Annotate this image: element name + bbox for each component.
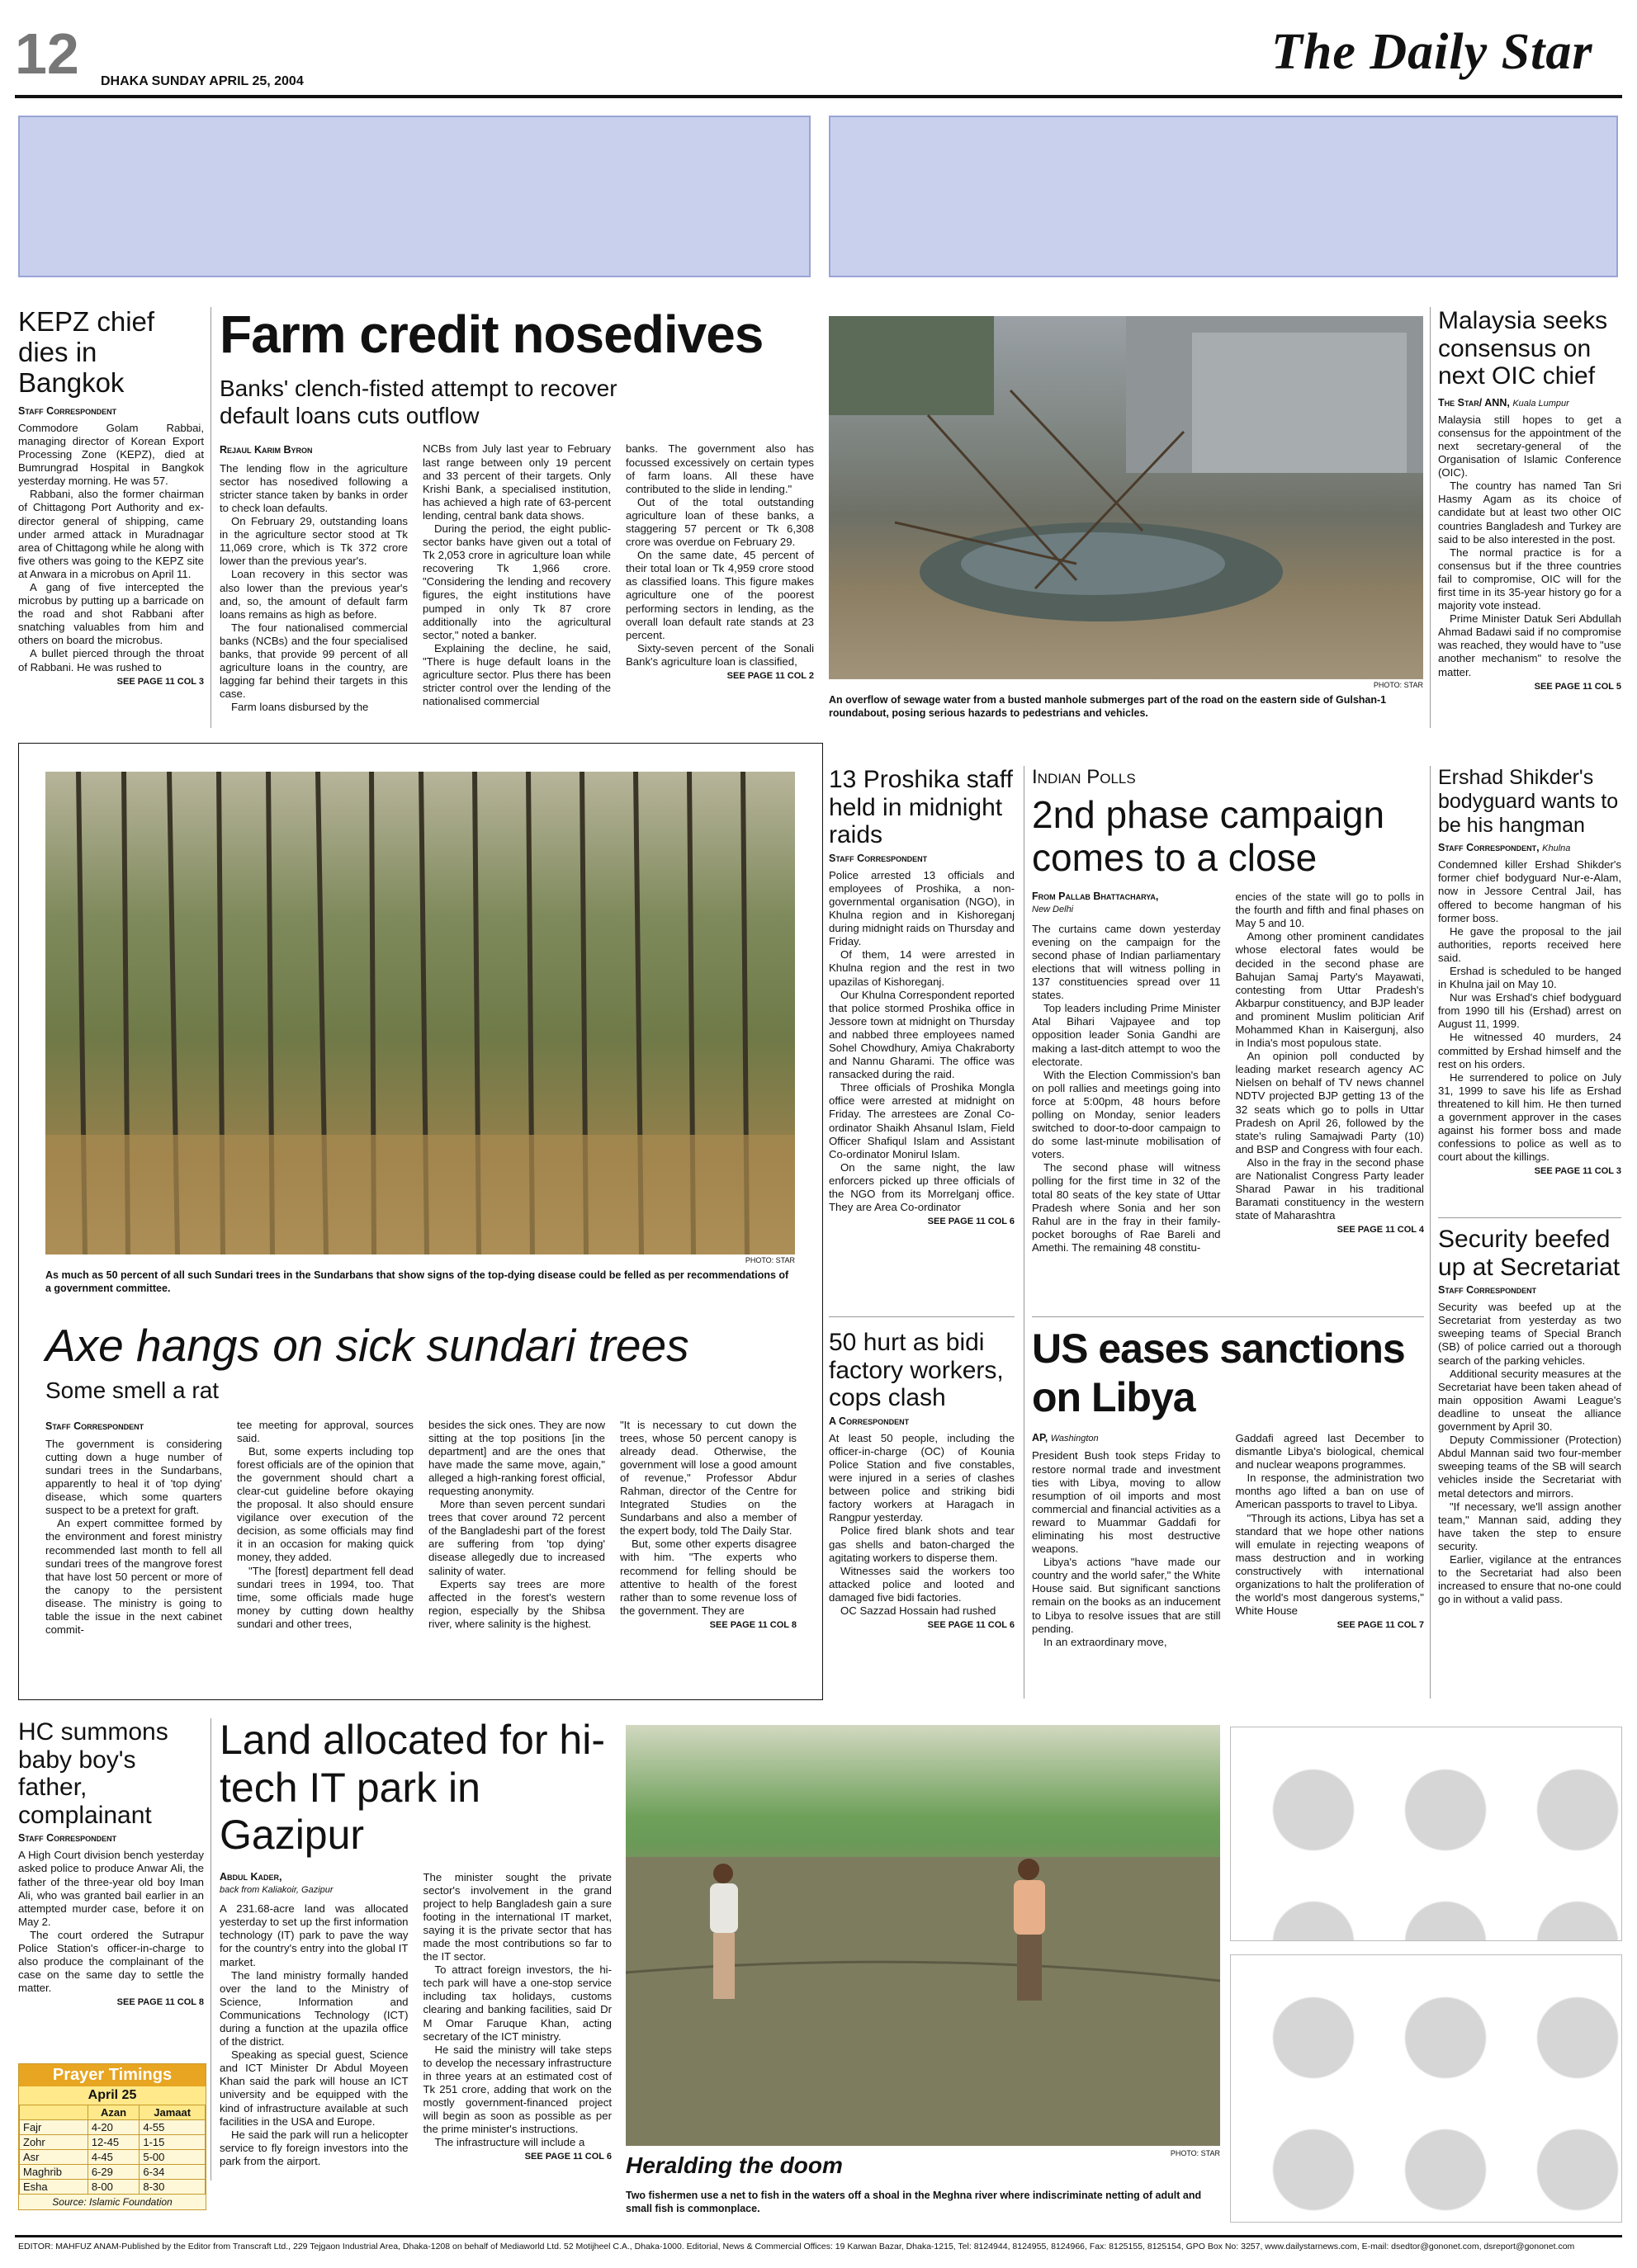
divider: [1032, 1316, 1424, 1317]
meghna-photo: [626, 1725, 1220, 2146]
malaysia-jump[interactable]: SEE PAGE 11 COL 5: [1534, 681, 1621, 692]
ershad-para: Nur was Ershad's chief bodyguard from 1990 till his (Ershad) arrest on August 11, 1999.: [1438, 991, 1621, 1031]
prayer-name: Fajr: [20, 2120, 88, 2135]
farm-para: Loan recovery in this sector was also lower than the previous year's and, so, the amount of default farm loans remains as high as before.: [220, 568, 408, 621]
table-row: [20, 2150, 206, 2165]
malaysia-para: Prime Minister Datuk Seri Abdullah Ahmad Badawi said if no compromise was reached, they would have to "use another mechanism" to resolve the matter.: [1438, 612, 1621, 678]
farm-para: Out of the total outstanding agriculture loan of these banks, a staggering 57 percent or Tk 6,308 crore was overdue on February 29.: [626, 495, 814, 549]
sundari-para: "It is necessary to cut down the trees, whose 50 percent canopy is already dead. Otherwise, the government will lose a good amount of revenue," Professor Abdur Rahman, director of the Centre for Integrated Studies on the Sundarbans and also a member of the expert body, told The Daily Star.: [620, 1418, 797, 1538]
proshika-para: On the same night, the law enforcers picked up three officials of the NGO from its Morrelganj office. They are Area Co-ordinator: [829, 1160, 1015, 1214]
masthead-rule: [15, 95, 1622, 98]
india-jump[interactable]: SEE PAGE 11 COL 4: [1337, 1225, 1424, 1236]
bidi-headline: 50 hurt as bidi factory workers, cops clash: [829, 1329, 1004, 1412]
kepz-byline: Staff Correspondent: [18, 404, 117, 417]
divider: [1430, 766, 1431, 1699]
kepz-headline: KEPZ chief dies in Bangkok: [18, 306, 155, 398]
farm-para: Farm loans disbursed by the: [231, 701, 369, 714]
libya-byline: AP,: [1032, 1432, 1048, 1443]
ershad-para: Condemned killer Ershad Shikder's former chief bodyguard Nur-e-Alam, now in Jessore Central Jail, has offered to become hangman of his former boss.: [1438, 858, 1621, 924]
india-byline: From Pallab Bhattacharya,: [1032, 891, 1159, 903]
prayer-name: Maghrib: [20, 2165, 88, 2180]
ershad-story: [1438, 766, 1621, 1176]
prayer-col-azan: Azan: [88, 2105, 140, 2120]
hc-jump[interactable]: SEE PAGE 11 COL 8: [116, 1997, 204, 2008]
malaysia-para: Malaysia still hopes to get a consensus for the appointment of the next secretary-general of the Organisation of Islamic Conference (OIC).: [1438, 413, 1621, 480]
sundari-para: An expert committee formed by the environment and forest ministry recommended last month to fell all sundari trees of the mangrove forest that have lost 50 percent or more of the canopy to the persistent disease. The ministry is going to table the issue in the next cabinet commit-: [45, 1517, 222, 1637]
sundari-headline: Axe hangs on sick sundari trees: [45, 1320, 689, 1371]
prayer-timings-box: [18, 2063, 206, 2210]
india-para: Top leaders including Prime Minister Atal Bihari Vajpayee and top opposition leader Sonia Gandhi are making a last-ditch attempt to woo the electorate.: [1032, 1002, 1221, 1068]
ershad-para: Ershad is scheduled to be hanged in Khulna jail on May 10.: [1438, 965, 1621, 991]
security-para: Additional security measures at the Secretariat have been taken ahead of main opposition Awami League's deadline to unseat the alliance government by April 30.: [1438, 1367, 1621, 1434]
security-headline: Security beefed up at Secretariat: [1438, 1226, 1620, 1281]
india-story: [1032, 766, 1424, 1254]
bidi-byline: A Correspondent: [829, 1415, 910, 1427]
ershad-place: Khulna: [1542, 843, 1571, 854]
ershad-para: He surrendered to police on July 31, 1999 to save his life as Ershad threatened to kill him. He then turned a government approver in the cases against his former boss and made confessions to police as well as to court about the killings.: [1438, 1070, 1621, 1164]
proshika-para: Three officials of Proshika Mongla office were arrested at midnight on Friday. The arrestees are Zonal Co-ordinator Shaikh Ahsanul Islam, Field Officer Shafiqul Islam and Assistant Co-ordinator Monirul Islam.: [829, 1081, 1015, 1160]
farm-para: banks. The government also has focussed excessively on certain types of farm loans. All these have contributed to the slide in lending.": [626, 442, 814, 495]
prayer-jamaat: 5-00: [140, 2150, 206, 2165]
india-byline-wrap: [1032, 891, 1221, 916]
divider: [1430, 307, 1431, 728]
sewage-credit: PHOTO: STAR: [1373, 681, 1423, 689]
ershad-para: He gave the proposal to the jail authorities, reports received here said.: [1438, 924, 1621, 964]
footer-rule: [15, 2235, 1622, 2237]
libya-para: In response, the administration two months ago lifted a ban on use of American passports to travel to Libya.: [1235, 1472, 1424, 1511]
meghna-credit: PHOTO: STAR: [1170, 2149, 1220, 2157]
prayer-azan: 4-45: [88, 2150, 140, 2165]
libya-para: Libya's actions "have made our country and the world safer," the White House said. But significant sanctions remain on the books as an inducement to Libya to resolve issues that are still pending.: [1032, 1556, 1221, 1635]
hc-story: [18, 1718, 204, 2007]
kepz-body: [18, 422, 204, 674]
prayer-name: Asr: [20, 2150, 88, 2165]
india-para: The curtains came down yesterday evening on the campaign for the second phase of Indian parliamentary elections that will witness polling in 137 constituencies spread over 11 states.: [1032, 922, 1221, 1002]
table-row: [20, 2120, 206, 2135]
prayer-table: [19, 2105, 206, 2195]
sundari-para: Experts say trees are more affected in the forest's western region, especially by the Shibsa river, where salinity is the highest.: [428, 1577, 605, 1630]
hc-para: The court ordered the Sutrapur Police Station's officer-in-charge to also produce the complainant of the case on the same day to settle the matter.: [18, 1928, 204, 1995]
land-para: A 231.68-acre land was allocated yesterday to set up the first information technology (IT) park to pave the way for the country's entry into the global IT market.: [220, 1902, 409, 1968]
divider: [1438, 1217, 1621, 1218]
page-number: 12: [15, 21, 79, 86]
farm-para: NCBs from July last year to February last range between only 19 percent and 33 percent of their targets. Only Krishi Bank, a specialised institution, has achieved a high rate of 63-percent lending, central bank data shows.: [423, 442, 611, 522]
prayer-name: Esha: [20, 2180, 88, 2195]
india-headline: 2nd phase campaign comes to a close: [1032, 793, 1385, 879]
malaysia-byline: The Star/ ANN,: [1438, 396, 1510, 409]
malaysia-byline-wrap: [1438, 397, 1621, 409]
proshika-para: Of them, 14 were arrested in Khulna region and the rest in two upazilas of Kishoreganj.: [829, 948, 1015, 988]
india-para: With the Election Commission's ban on poll rallies and meetings going into force at 5:00pm, 48 hours before polling on Monday, senior leaders switched to door-to-door campaign to do some last-minute mobilisation of voters.: [1032, 1068, 1221, 1161]
sundari-story: [45, 1321, 797, 1637]
sundari-para: The government is considering cutting down a huge number of sundari trees in the Sundarbans, apparently to heal it of 'top dying' disease, which some quarters suspect to be a pretext for graft.: [45, 1437, 222, 1517]
kepz-para: A gang of five intercepted the microbus by putting up a barricade on the road and shot Rabbani after snatching valuables from him and others on board the microbus.: [18, 580, 204, 647]
libya-para: Gaddafi agreed last December to dismantle Libya's biological, chemical and nuclear weapons programmes.: [1235, 1432, 1424, 1472]
farm-subhead: Banks' clench-fisted attempt to recover default loans cuts outflow: [220, 376, 617, 429]
ad-space-dotted-bottom: [1230, 1954, 1622, 2223]
prayer-jamaat: 8-30: [140, 2180, 206, 2195]
india-place: New Delhi: [1032, 905, 1074, 915]
prayer-col-jamaat: Jamaat: [140, 2105, 206, 2120]
bidi-para: At least 50 people, including the officer-in-charge (OC) of Kounia Police Station and five constables, were injured in a series of clashes between police and striking bidi factory workers at Haragach in Rangpur yesterday.: [829, 1431, 1015, 1524]
prayer-col-blank: [20, 2105, 88, 2120]
ershad-byline-wrap: [1438, 842, 1621, 853]
ad-space-dotted-top: [1230, 1727, 1622, 1941]
prayer-azan: 6-29: [88, 2165, 140, 2180]
malaysia-place: Kuala Lumpur: [1512, 398, 1569, 409]
sundari-para: More than seven percent sundari trees that cover around 72 percent of the Bangladeshi part of the forest are suffering from 'top dying' disease allegedly due to increased salinity of water.: [428, 1498, 605, 1577]
libya-place: Washington: [1050, 1434, 1099, 1443]
proshika-story: [829, 766, 1015, 1226]
land-para: The infrastructure will include a: [434, 2136, 585, 2149]
land-headline: Land allocated for hi-tech IT park in Gazipur: [220, 1717, 605, 1858]
prayer-name: Zohr: [20, 2135, 88, 2150]
proshika-para: Our Khulna Correspondent reported that police stormed Proshika office in Jessore town at midnight on Thursday and nabbed three employees named Sohel Chowdhury, Amiya Chakraborty and Nannu Gharami. The office was ransacked during the raid.: [829, 988, 1015, 1081]
prayer-azan: 4-20: [88, 2120, 140, 2135]
meghna-caption: Two fishermen use a net to fish in the waters off a shoal in the Meghna river where indiscriminate netting of adult and small fish is commonplace.: [626, 2190, 1202, 2215]
proshika-byline: Staff Correspondent: [829, 852, 928, 864]
bidi-para: Police fired blank shots and tear gas shells and baton-charged the agitating workers to disperse them.: [829, 1524, 1015, 1564]
ad-space-right: [829, 116, 1618, 277]
libya-para: President Bush took steps Friday to restore normal trade and investment ties with Libya, moving to allow resumption of oil imports and most commercial and financial activities as a reward to Muammar Gaddafi for eliminating his most destructive weapons.: [1032, 1449, 1221, 1556]
bidi-jump[interactable]: SEE PAGE 11 COL 6: [927, 1620, 1015, 1631]
land-para: Speaking as special guest, Science and ICT Minister Dr Abdul Moyeen Khan said the park will house an ICT university and be equipped with the kind of infrastructure available at such facilities in the USA and Europe.: [220, 2048, 409, 2128]
sundari-para: tee meeting for approval, sources said.: [237, 1418, 414, 1444]
ershad-headline: Ershad Shikder's bodyguard wants to be his hangman: [1438, 766, 1619, 837]
kepz-jump[interactable]: SEE PAGE 11 COL 3: [116, 676, 204, 687]
india-para: Also in the fray in the second phase are Nationalist Congress Party leader Sharad Pawar in his traditional Baramati constituency in the western state of Maharashtra: [1235, 1155, 1424, 1222]
sundari-trees-art: [45, 772, 795, 1254]
kepz-para: A bullet pierced through the throat of Rabbani. He was rushed to: [18, 647, 204, 673]
sundari-byline: Staff Correspondent: [45, 1420, 144, 1432]
ershad-byline: Staff Correspondent,: [1438, 842, 1540, 854]
prayer-title: Prayer Timings: [19, 2064, 206, 2086]
land-para: He said the park will run a helicopter service to fly foreign investors into the park from the airport.: [220, 2128, 409, 2167]
land-para: The land ministry formally handed over the land to the Ministry of Science, Information and Communications Technology (ICT) during a function at the upazila office of the district.: [220, 1968, 409, 2048]
dateline: DHAKA SUNDAY APRIL 25, 2004: [101, 74, 304, 88]
sundari-para: besides the sick ones. They are now sitting at the top positions [in the department] and are the ones that have made the same move, again," alleged a high-ranking forest official, requesting anonymity.: [428, 1418, 605, 1497]
sewage-photo-art: [829, 316, 1423, 679]
farm-para: During the period, the eight public-sector banks have given out a total of Tk 2,053 crore in agriculture loan while recovering Tk 1,966 crore. "Considering the lending and recovery figures, the eight institutions have pumped in only Tk 87 crore additionally into the agricultural sector," noted a banker.: [423, 522, 611, 641]
farm-para: The lending flow in the agriculture sector has nosedived following a stricter stance taken by banks in order to check loan defaults.: [220, 461, 408, 514]
india-para: encies of the state will go to polls in the fourth and fifth and final phases on May 5 and 10.: [1235, 891, 1424, 930]
bidi-para: OC Sazzad Hossain had rushed: [840, 1604, 996, 1617]
hc-para: A High Court division bench yesterday asked police to produce Anwar Ali, the father of the three-year old boy Iman Ali, who was granted bail earlier in an attempted murder case, before it on May 2.: [18, 1849, 204, 1928]
prayer-jamaat: 6-34: [140, 2165, 206, 2180]
bidi-story: [829, 1329, 1015, 1630]
libya-jump[interactable]: SEE PAGE 11 COL 7: [1337, 1620, 1424, 1631]
sundari-jump[interactable]: SEE PAGE 11 COL 8: [709, 1619, 797, 1630]
bidi-para: Witnesses said the workers too attacked police and looted and damaged five bidi factories.: [829, 1564, 1015, 1604]
ershad-para: He witnessed 40 murders, 24 committed by Ershad himself and the rest on his orders.: [1438, 1031, 1621, 1070]
proshika-para: Police arrested 13 officials and employees of Proshika, a non-governmental organisation (NGO), in Khulna region and in Kishoreganj during midnight raids on Thursday and Friday.: [829, 868, 1015, 948]
ad-space-left: [18, 116, 811, 277]
prayer-azan: 12-45: [88, 2135, 140, 2150]
land-byline: Abdul Kader,: [220, 1870, 282, 1883]
farm-jump[interactable]: SEE PAGE 11 COL 2: [726, 671, 814, 682]
india-para: An opinion poll conducted by leading market research agency AC Nielsen on behalf of TV news channel NDTV projected BJP getting 13 of the 32 seats which go to polls in Uttar Pradesh on April 26, followed by the state's ruling Samajwadi Party (10) and BSP and Congress with four each.: [1235, 1050, 1424, 1155]
table-row: [20, 2180, 206, 2195]
prayer-date: April 25: [19, 2086, 206, 2105]
prayer-jamaat: 1-15: [140, 2135, 206, 2150]
india-para: Among other prominent candidates whose electoral fates would be decided in the second phase are Bahujan Samaj Party's Mayawati, contesting from Uttar Pradesh's Akbarpur constituency, and BJP leader and prominent Muslim politician Arif Mohammed Khan in Kaisergunj, also in India's most populous state.: [1235, 930, 1424, 1050]
security-para: Security was beefed up at the Secretariat from yesterday as two sweeping teams of Special Branch (SB) of police carried out a thorough search of the parking vehicles.: [1438, 1301, 1621, 1367]
security-story: [1438, 1226, 1621, 1606]
masthead-logo: The Daily Star: [1271, 24, 1593, 80]
land-para: To attract foreign investors, the hi-tech park will have a one-stop service including tax holidays, customs clearing and banking facilities, said Dr M Omar Faruque Khan, acting secretary of the ICT ministry.: [423, 1963, 612, 2043]
sundari-para: But, some other experts disagree with him. "The experts who recommend for felling should be attentive to health of the forest rather than to some revenue loss of the government. They are: [620, 1538, 797, 1617]
land-jump[interactable]: SEE PAGE 11 COL 6: [524, 2152, 612, 2162]
sundari-photo: [45, 772, 795, 1254]
farm-byline: Rejaul Karim Byron: [220, 444, 313, 456]
farm-para: The four nationalised commercial banks (NCBs) and the four specialised banks, that provide 99 percent of all agriculture loans in the country, are lagging far behind their targets in this case.: [220, 621, 408, 701]
libya-headline: US eases sanctions on Libya: [1032, 1325, 1405, 1420]
malaysia-para: The country has named Tan Sri Hasmy Agam as its choice of candidate but at least two other OIC countries Bangladesh and Turkey are said to be also interested in the post.: [1438, 480, 1621, 546]
sundari-para: "The [forest] department fell dead sundari trees in 1994, too. That time, some officials made huge money by cutting down healthy sundari and other trees,: [237, 1564, 414, 1630]
malaysia-headline: Malaysia seeks consensus on next OIC chief: [1438, 307, 1608, 390]
divider: [829, 1316, 1015, 1317]
proshika-headline: 13 Proshika staff held in midnight raids: [829, 766, 1013, 849]
table-row: [20, 2135, 206, 2150]
farm-headline: Farm credit nosedives: [220, 305, 764, 364]
security-para: "If necessary, we'll assign another team," Mannan said, adding they have taken the step to ensure security.: [1438, 1500, 1621, 1552]
land-para: The minister sought the private sector's involvement in the grand project to help Bangladesh gain a sure footing in the international IT market, saying it is the private sector that has made the most contributions so far to the IT sector.: [423, 1870, 612, 1963]
hc-headline: HC summons baby boy's father, complainant: [18, 1718, 168, 1829]
sundari-para: But, some experts including top forest officials are of the opinion that the government should chart a clear-cut guideline before okaying the proposal. It also should ensure vigilance over execution of the decision, as some officials may find it in an occasion for making quick money, they added.: [237, 1444, 414, 1564]
ershad-jump[interactable]: SEE PAGE 11 COL 3: [1534, 1166, 1621, 1177]
libya-para: "Through its actions, Libya has set a standard that we hope other nations will emulate in rejecting weapons of mass destruction and in working constructively with international organizations to halt the proliferation of the world's most dangerous systems," White House: [1235, 1511, 1424, 1618]
malaysia-story: [1438, 307, 1621, 692]
prayer-source: Source: Islamic Foundation: [52, 2196, 173, 2208]
land-place: back from Kaliakoir, Gazipur: [220, 1884, 334, 1895]
meghna-title: Heralding the doom: [626, 2152, 843, 2178]
security-para: Deputy Commissioner (Protection) Abdul Mannan said two four-member sweeping teams of the SB will search vehicles inside the Secretariat with metal detectors and mirrors.: [1438, 1434, 1621, 1500]
kepz-story: [18, 307, 204, 687]
farm-para: On February 29, outstanding loans in the agriculture sector stood at Tk 11,069 crore, which is Tk 372 crore lower than the previous year's.: [220, 515, 408, 568]
sewage-caption: An overflow of sewage water from a busted manhole submerges part of the road on the eastern side of Gulshan-1 roundabout, posing serious hazards to pedestrians and vehicles.: [829, 694, 1387, 720]
hc-byline: Staff Correspondent: [18, 1832, 117, 1845]
security-para: Earlier, vigilance at the entrances to the Secretariat had also been increased to ensure that no-one could go in without a valid pass.: [1438, 1552, 1621, 1606]
meghna-photo-art: [626, 1725, 1220, 2146]
land-byline-wrap: [220, 1871, 409, 1897]
prayer-azan: 8-00: [88, 2180, 140, 2195]
libya-para: In an extraordinary move,: [1043, 1635, 1167, 1648]
farm-para: Sixty-seven percent of the Sonali Bank's agriculture loan is classified,: [626, 641, 814, 668]
india-kicker: Indian Polls: [1032, 766, 1136, 788]
farm-story: [220, 305, 814, 714]
table-row: [20, 2165, 206, 2180]
footer-imprint: EDITOR: MAHFUZ ANAM-Published by the Editor from Transcraft Ltd., 229 Tejgaon Industrial Area, Dhaka-1208 on behalf of Mediaworld Ltd. 52 Motijheel C.A., Dhaka-1000. Editorial, News & Commercial Offices: 19 Karwan Bazar, Dhaka-1215, Tel: 8124944, 8124955, 8124966, Fax: 8125155, 8125154, GPO Box No: 3257, www.dailystarnews.com, E-mail: dsedtor@gononet.com, dsreport@gononet.com: [18, 2242, 1575, 2251]
land-para: He said the ministry will take steps to develop the necessary infrastructure in three years at an estimated cost of Tk 251 crore, adding that work on the mostly government-financed project will begin as soon as possible as per the prime minister's instructions.: [423, 2043, 612, 2136]
proshika-jump[interactable]: SEE PAGE 11 COL 6: [927, 1217, 1015, 1227]
farm-para: Explaining the decline, he said, "There is huge default loans in the agriculture sector. Plus there has been stricter control over the lending of the nationalised commercial: [423, 641, 611, 708]
sundari-credit: PHOTO: STAR: [745, 1256, 795, 1264]
malaysia-para: The normal practice is for a consensus but if the three countries fail to compromise, OIC will for the first time in its 35-year history go for a majority vote instead.: [1438, 546, 1621, 612]
sundari-subhead: Some smell a rat: [45, 1377, 220, 1403]
sewage-photo: [829, 316, 1423, 679]
land-story: [220, 1717, 612, 2168]
security-byline: Staff Correspondent: [1438, 1284, 1537, 1297]
libya-byline-wrap: [1032, 1432, 1221, 1444]
india-para: The second phase will witness polling for the first time in 32 of the total 80 seats of the key state of Uttar Pradesh where Sonia and her son Rahul are in the fray in their family-pocket boroughs of Rae Bareli and Amethi. The remaining 48 constitu-: [1032, 1161, 1221, 1254]
sundari-caption: As much as 50 percent of all such Sundari trees in the Sundarbans that show signs of the top-dying disease could be felled as per recommendations of a government committee.: [45, 1269, 789, 1295]
prayer-jamaat: 4-55: [140, 2120, 206, 2135]
farm-para: On the same date, 45 percent of their total loan or Tk 4,959 crore stood as classified loans. This figure makes agriculture one of the poorest performing sectors in lending, as the overall loan default rate stands at 23 percent.: [626, 549, 814, 641]
kepz-para: Commodore Golam Rabbai, managing director of Korean Export Processing Zone (KEPZ), died at Bumrungrad Hospital in Bangkok yesterday morning. He was 57.: [18, 421, 204, 488]
libya-story: [1032, 1325, 1424, 1649]
kepz-para: Rabbani, also the former chairman of Chittagong Port Authority and ex-director general of shipping, came under armed attack in Muradnagar area of Chittagong while he along with five others was going to the KEPZ site at Anwara in a microbus on April 11.: [18, 488, 204, 580]
